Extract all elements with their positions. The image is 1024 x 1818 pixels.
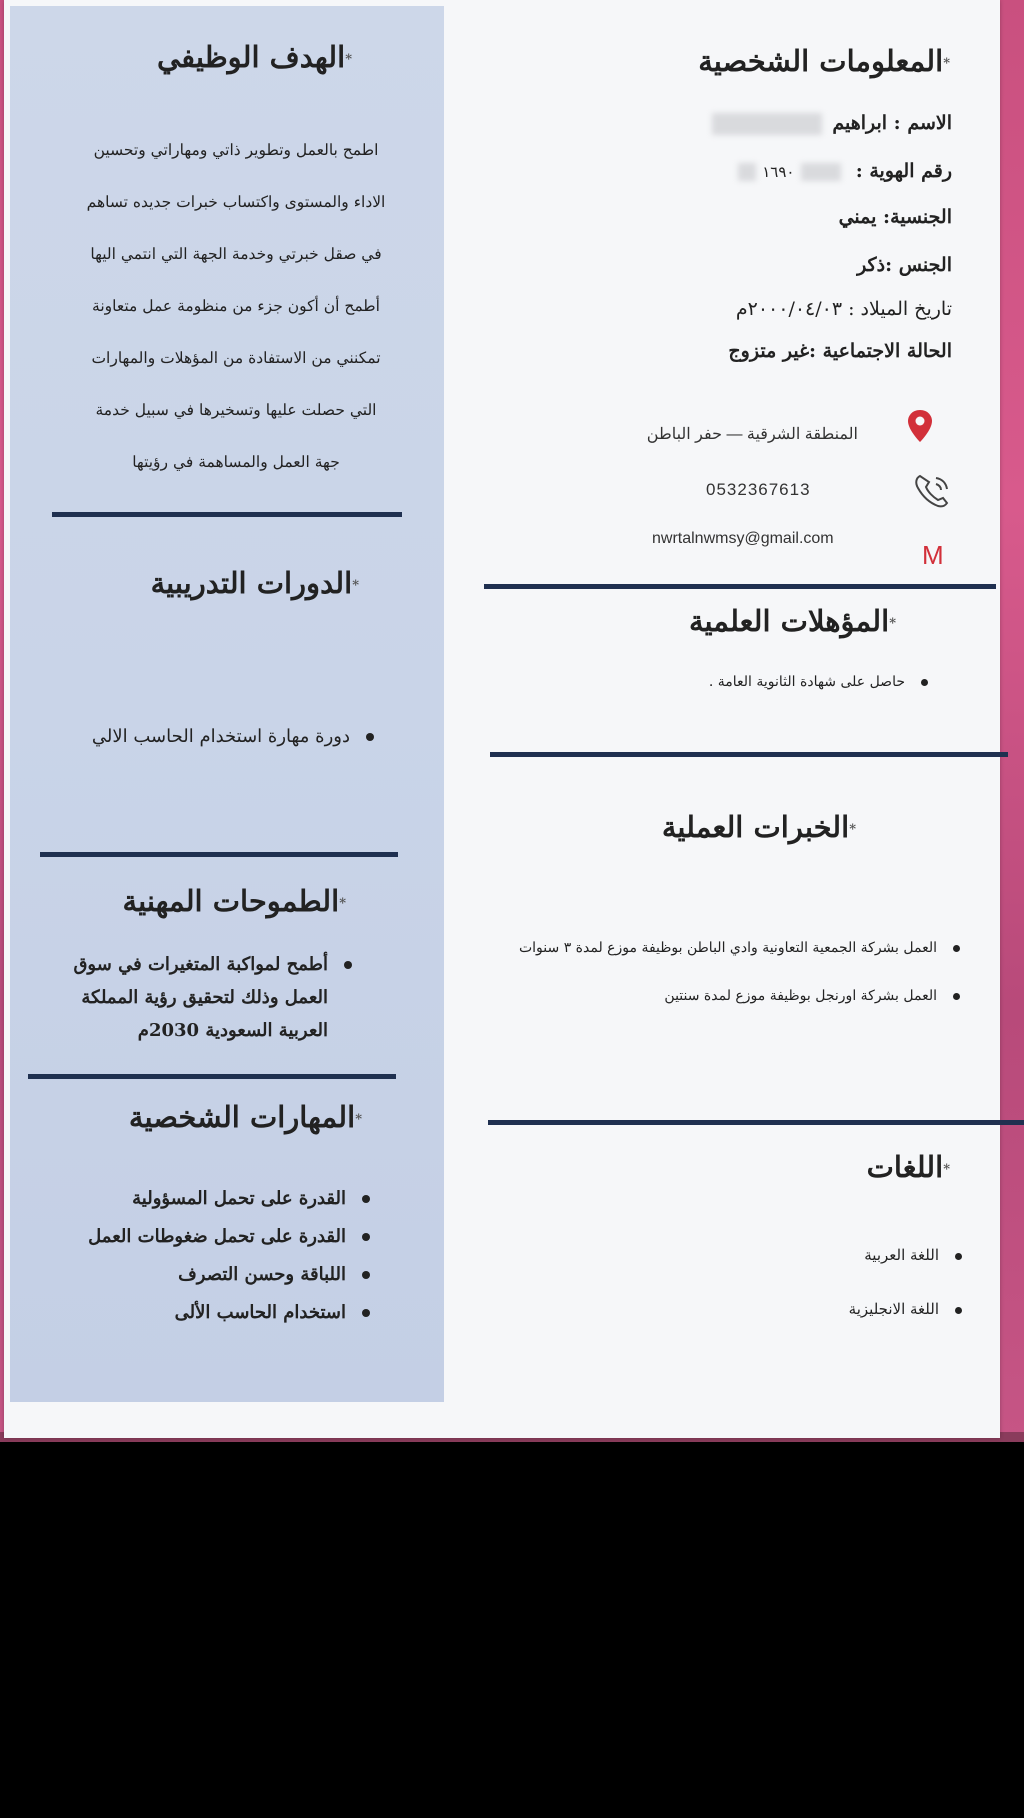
objective-line: الاداء والمستوى واكتساب خبرات جديده تساهم [86, 193, 386, 211]
career-objective-text [46, 124, 426, 488]
personal-info-title: *المعلومات الشخصية [698, 44, 950, 78]
bullet-icon [362, 1309, 370, 1317]
bullet-icon [362, 1195, 370, 1203]
experience-list [519, 924, 960, 1020]
bullet-icon [366, 733, 374, 741]
star-icon: * [943, 55, 950, 71]
bullet-icon [362, 1271, 370, 1279]
experience-title: *الخبرات العملية [661, 810, 856, 844]
bullet-icon [921, 679, 928, 686]
location-text: المنطقة الشرقية — حفر الباطن [646, 426, 858, 443]
objective-line: اطمح بالعمل وتطوير ذاتي ومهاراتي وتحسين [93, 141, 379, 159]
id-partial: ١٦٩٠ [762, 163, 795, 181]
aspiration-line: العربية السعودية 2030م [137, 1020, 328, 1041]
objective-line: التي حصلت عليها وتسخيرها في سبيل خدمة [95, 401, 377, 419]
location-pin-icon [906, 408, 934, 444]
language-item: اللغة الانجليزية [849, 1282, 962, 1336]
gender-field: الجنس :ذكر [857, 254, 952, 276]
nationality-field: الجنسية: يمني [838, 206, 952, 228]
phone-icon [912, 472, 956, 510]
email-address[interactable]: nwrtalnwmsy@gmail.com [652, 530, 834, 547]
star-icon: * [943, 1161, 950, 1177]
skill-item: القدرة على تحمل المسؤولية [88, 1180, 370, 1218]
career-aspirations-title: *الطموحات المهنية [122, 884, 346, 918]
star-icon: * [355, 1111, 362, 1127]
redacted-id [801, 163, 841, 181]
name-field: الاسم : ابراهيم [712, 112, 952, 135]
gmail-icon: M [922, 540, 944, 570]
language-item: اللغة العربية [849, 1228, 962, 1282]
languages-list [849, 1228, 962, 1336]
section-divider [484, 584, 996, 589]
qualifications-title: *المؤهلات العلمية [689, 604, 896, 638]
section-divider [28, 1074, 396, 1079]
section-divider [488, 1120, 1024, 1125]
aspirations-item [73, 948, 352, 1047]
section-divider [40, 852, 398, 857]
section-divider [490, 752, 1008, 757]
experience-item: العمل بشركة اورنجل بوظيفة موزع لمدة سنتين [519, 972, 960, 1020]
id-field: رقم الهوية : ١٦٩٠ [738, 160, 952, 182]
birth-date-field: تاريخ الميلاد : ٢٠٠٠/٠٤/٠٣م [735, 298, 952, 320]
objective-line: في صقل خبرتي وخدمة الجهة التي انتمي اليها [90, 245, 382, 263]
star-icon: * [849, 821, 856, 837]
phone-number[interactable]: 0532367613 [706, 480, 811, 499]
redacted-name [712, 113, 822, 135]
skill-item: اللباقة وحسن التصرف [88, 1256, 370, 1294]
bullet-icon [362, 1233, 370, 1241]
bullet-icon [955, 1253, 962, 1260]
personal-skills-title: *المهارات الشخصية [128, 1100, 362, 1134]
aspiration-line: أطمح لمواكبة المتغيرات في سوق [73, 954, 328, 975]
experience-item: العمل بشركة الجمعية التعاونية وادي الباطن بوظيفة موزع لمدة ٣ سنوات [519, 924, 960, 972]
star-icon: * [345, 51, 352, 67]
objective-line: تمكنني من الاستفادة من المؤهلات والمهارات [91, 349, 381, 367]
star-icon: * [339, 895, 346, 911]
skill-item: استخدام الحاسب الألى [88, 1294, 370, 1332]
skills-list [88, 1180, 370, 1332]
skill-item: القدرة على تحمل ضغوطات العمل [88, 1218, 370, 1256]
career-objective-title: *الهدف الوظيفي [156, 40, 352, 74]
bullet-icon [344, 961, 352, 969]
resume-paper [4, 0, 1000, 1438]
star-icon: * [352, 577, 359, 593]
marital-status-field: الحالة الاجتماعية :غير متزوج [728, 340, 952, 362]
bullet-icon [953, 993, 960, 1000]
redacted-id [738, 163, 756, 181]
training-item: دورة مهارة استخدام الحاسب الالي [92, 726, 374, 747]
section-divider [52, 512, 402, 517]
aspiration-line: العمل وذلك لتحقيق رؤية المملكة [81, 987, 328, 1008]
qualification-item: حاصل على شهادة الثانوية العامة . [709, 674, 928, 690]
training-courses-title: *الدورات التدريبية [150, 566, 359, 600]
objective-line: أطمح أن أكون جزء من منظومة عمل متعاونة [92, 297, 380, 315]
star-icon: * [889, 615, 896, 631]
languages-title: *اللغات [866, 1150, 950, 1184]
bullet-icon [953, 945, 960, 952]
objective-line: جهة العمل والمساهمة في رؤيتها [132, 453, 340, 471]
bullet-icon [955, 1307, 962, 1314]
